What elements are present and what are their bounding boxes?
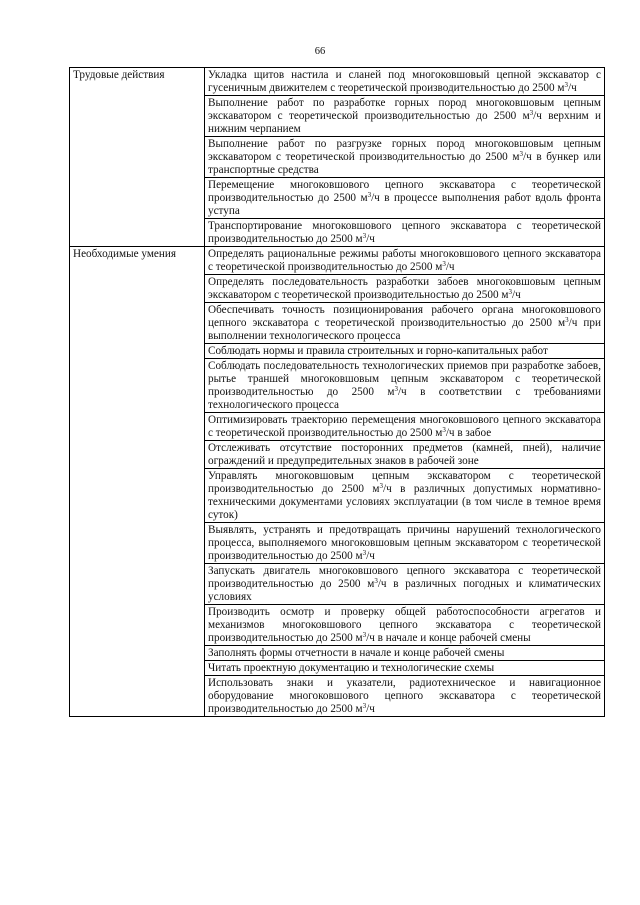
section-item: Транспортирование многоковшового цепного экскаватора с теоретической производительностью до 2500 $м^3/ч$	[205, 219, 605, 247]
section-item: Определять последовательность разработки забоев многоковшовым цепным экскаватором с теоретической производительностью до 2500 $м^3/ч$	[205, 275, 605, 303]
section-item: Запускать двигатель многоковшового цепного экскаватора с теоретической производительностью до 2500 $м^3/ч$ в различных погодных и климатических условиях	[205, 564, 605, 605]
section-item: Управлять многоковшовым цепным экскаватором с теоретической производительностью до 2500 $м^3/ч$ в различных допустимых нормативно-техническими документами условиях эксплуатации (в том числе в темное время суток)	[205, 469, 605, 523]
section-item: Отслеживать отсутствие посторонних предметов (камней, пней), наличие ограждений и предупредительных знаков в рабочей зоне	[205, 441, 605, 469]
section-item: Производить осмотр и проверку общей работоспособности агрегатов и механизмов многоковшового цепного экскаватора с теоретической производительностью до 2500 $м^3/ч$ в начале и конце рабочей смены	[205, 605, 605, 646]
section-label: Необходимые умения	[70, 247, 205, 717]
table-row	[70, 247, 605, 275]
section-item: Выявлять, устранять и предотвращать причины нарушений технологического процесса, выполняемого многоковшовым цепным экскаватором с теоретической производительностью до 2500 $м^3/ч$	[205, 523, 605, 564]
section-item: Соблюдать нормы и правила строительных и горно-капитальных работ	[205, 344, 605, 359]
section-item: Соблюдать последовательность технологических приемов при разработке забоев, рытье траншей многоковшовым цепным экскаватором с теоретической производительностью до 2500 $м^3/ч$ в соответствии с требованиями технологического процесса	[205, 359, 605, 413]
page-number: 66	[314, 46, 326, 57]
section-item: Обеспечивать точность позиционирования рабочего органа многоковшового цепного экскаватора с теоретической производительностью до 2500 $м^3/ч$ при выполнении технологического процесса	[205, 303, 605, 344]
section-item: Укладка щитов настила и сланей под многоковшовый цепной экскаватор с гусеничным движителем с теоретической производительностью до 2500 $м^3/ч$	[205, 68, 605, 96]
requirements-table-body	[70, 68, 605, 717]
section-item: Выполнение работ по разработке горных пород многоковшовым цепным экскаватором с теоретической производительностью до 2500 $м^3/ч$ верхним и нижним черпанием	[205, 96, 605, 137]
section-item: Оптимизировать траекторию перемещения многоковшового цепного экскаватора с теоретической производительностью до 2500 $м^3/ч$ в забое	[205, 413, 605, 441]
section-item: Выполнение работ по разгрузке горных пород многоковшовым цепным экскаватором с теоретической производительностью до 2500 $м^3/ч$ в бункер или транспортные средства	[205, 137, 605, 178]
section-item: Читать проектную документацию и технологические схемы	[205, 661, 605, 676]
section-label: Трудовые действия	[70, 68, 205, 247]
section-item: Заполнять формы отчетности в начале и конце рабочей смены	[205, 646, 605, 661]
section-item: Определять рациональные режимы работы многоковшового цепного экскаватора с теоретической производительностью до 2500 $м^3/ч$	[205, 247, 605, 275]
section-item: Перемещение многоковшового цепного экскаватора с теоретической производительностью до 2500 $м^3/ч$ в процессе выполнения работ вдоль фронта уступа	[205, 178, 605, 219]
section-item: Использовать знаки и указатели, радиотехническое и навигационное оборудование многоковшового цепного экскаватора с теоретической производительностью до 2500 $м^3/ч$	[205, 676, 605, 717]
table-row	[70, 68, 605, 96]
requirements-table	[69, 67, 605, 717]
